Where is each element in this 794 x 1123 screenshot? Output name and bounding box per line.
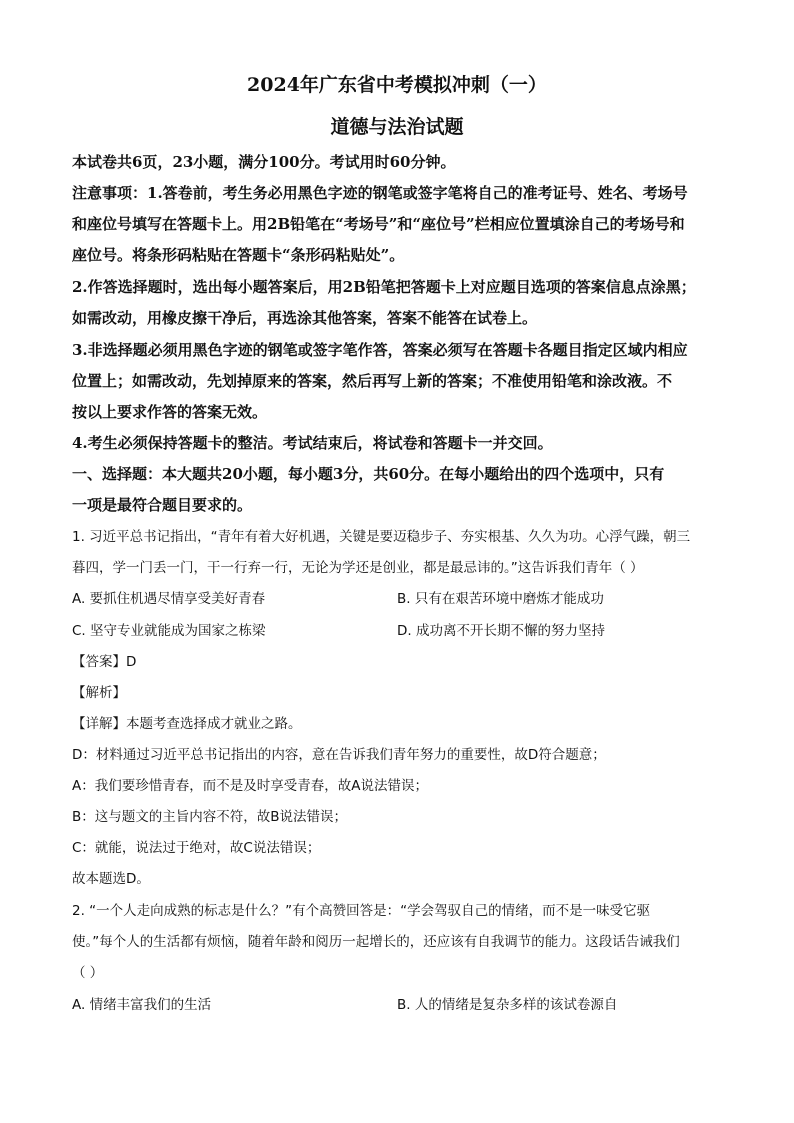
q1-analysis-label: 【解析】 <box>72 685 126 701</box>
q1-option-d: D. 成功离不开长期不懈的努力坚持 <box>397 623 605 639</box>
q1-detail: 【详解】本题考查选择成才就业之路。 <box>72 716 302 732</box>
q2-stem-line-3: （ ） <box>72 965 104 981</box>
notice-4: 4.考生必须保持答题卡的整洁。考试结束后，将试卷和答题卡一并交回。 <box>72 434 553 452</box>
q1-option-c: C. 坚守专业就能成为国家之栋梁 <box>72 623 266 639</box>
exam-intro: 本试卷共6页，23小题，满分100分。考试用时60分钟。 <box>72 153 456 171</box>
page-title: 2024年广东省中考模拟冲刺（一） <box>247 74 547 96</box>
q1-explain-b: B：这与题文的主旨内容不符，故B说法错误； <box>72 809 348 825</box>
q1-answer: 【答案】D <box>72 654 137 670</box>
q2-stem-line-2: 使。”每个人的生活都有烦恼，随着年龄和阅历一起增长的，还应该有自我调节的能力。这段话告诫我们 <box>72 934 680 950</box>
q2-stem-line-1: 2. “一个人走向成熟的标志是什么？”有个高赞回答是：“学会驾驭自己的情绪，而不是一味受它驱 <box>72 903 651 919</box>
notice-2-line-1: 2.作答选择题时，选出每小题答案后，用2B铅笔把答题卡上对应题目选项的答案信息点涂黑； <box>72 278 696 296</box>
q2-option-a: A. 情绪丰富我们的生活 <box>72 997 212 1013</box>
q1-stem-line-1: 1. 习近平总书记指出，“青年有着大好机遇，关键是要迈稳步子、夯实根基、久久为功。心浮气躁，朝三 <box>72 529 691 545</box>
notice-1-line-1: 注意事项：1.答卷前，考生务必用黑色字迹的钢笔或签字笔将自己的准考证号、姓名、考场号 <box>72 184 688 202</box>
notice-2-line-2: 如需改动，用橡皮擦干净后，再选涂其他答案，答案不能答在试卷上。 <box>72 309 538 327</box>
page-subtitle: 道德与法治试题 <box>330 116 464 138</box>
notice-3-line-2: 位置上；如需改动，先划掉原来的答案，然后再写上新的答案；不准使用铅笔和涂改液。不 <box>72 372 673 390</box>
q1-option-b: B. 只有在艰苦环境中磨炼才能成功 <box>397 591 604 607</box>
q1-explain-d: D：材料通过习近平总书记指出的内容，意在告诉我们青年努力的重要性，故D符合题意； <box>72 747 606 763</box>
q1-conclusion: 故本题选D。 <box>72 871 150 887</box>
q1-explain-a: A：我们要珍惜青春，而不是及时享受青春，故A说法错误； <box>72 778 428 794</box>
q1-stem-line-2: 暮四，学一门丢一门，干一行弃一行，无论为学还是创业，都是最忌讳的。”这告诉我们青年（ ） <box>72 560 644 576</box>
notice-1-line-2: 和座位号填写在答题卡上。用2B铅笔在“考场号”和“座位号”栏相应位置填涂自己的考场号和 <box>72 215 685 233</box>
notice-3-line-3: 按以上要求作答的答案无效。 <box>72 403 268 421</box>
notice-3-line-1: 3.非选择题必须用黑色字迹的钢笔或签字笔作答，答案必须写在答题卡各题目指定区域内相应 <box>72 341 688 359</box>
section-heading-line-1: 一、选择题：本大题共20小题，每小题3分，共60分。在每小题给出的四个选项中，只有 <box>72 465 665 483</box>
q1-explain-c: C：就能，说法过于绝对，故C说法错误； <box>72 840 321 856</box>
section-heading-line-2: 一项是最符合题目要求的。 <box>72 496 253 514</box>
q2-option-b: B. 人的情绪是复杂多样的该试卷源自 <box>397 997 618 1013</box>
notice-1-line-3: 座位号。将条形码粘贴在答题卡“条形码粘贴处”。 <box>72 246 405 264</box>
q1-option-a: A. 要抓住机遇尽情享受美好青春 <box>72 591 266 607</box>
